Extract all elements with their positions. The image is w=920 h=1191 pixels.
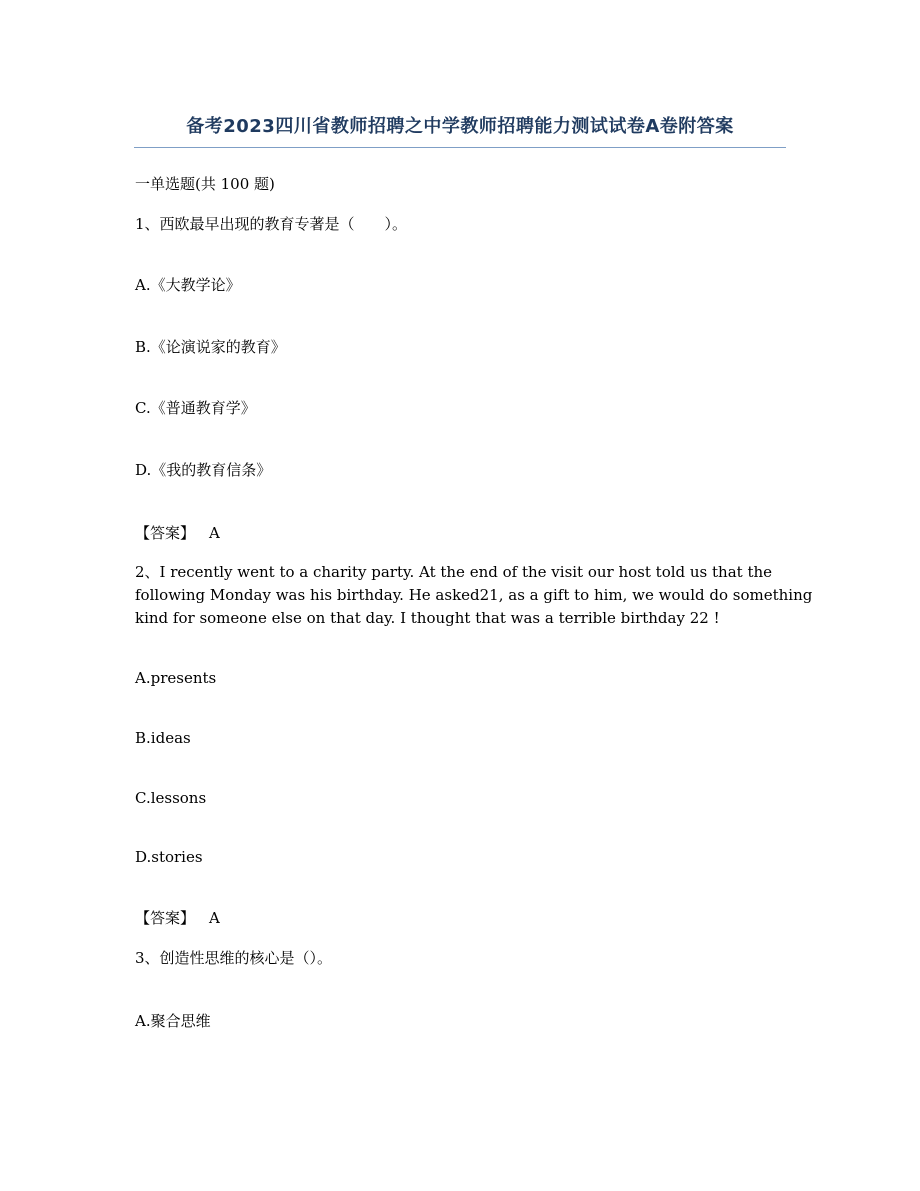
- question-1-stem: 1、西欧最早出现的教育专著是（ ）。: [135, 215, 408, 233]
- question-2-stem-line: 2、I recently went to a charity party. At the end of the visit our host told us that the: [135, 563, 773, 581]
- section-heading: 一单选题(共 100 题): [135, 175, 275, 193]
- question-2-stem: [135, 561, 813, 630]
- question-3-option-a: A.聚合思维: [135, 1012, 211, 1030]
- question-2-answer: [135, 906, 220, 930]
- question-3-stem: 3、创造性思维的核心是（）。: [135, 949, 333, 967]
- question-1-option-c: C.《普通教育学》: [135, 399, 256, 417]
- question-2-stem-line: kind for someone else on that day. I thought that was a terrible birthday 22 !: [135, 609, 720, 627]
- question-1-answer: [135, 521, 220, 545]
- question-1-option-b: B.《论演说家的教育》: [135, 338, 286, 356]
- question-1-option-d: D.《我的教育信条》: [135, 461, 272, 479]
- answer-value: A: [209, 524, 220, 542]
- answer-label: 【答案】: [135, 524, 196, 542]
- answer-value: A: [209, 909, 220, 927]
- question-2-option-a: A.presents: [135, 669, 217, 687]
- title-underline: [134, 147, 786, 148]
- question-2-stem-line: following Monday was his birthday. He asked21, as a gift to him, we would do something: [135, 586, 813, 604]
- question-2-option-b: B.ideas: [135, 729, 191, 747]
- question-2-option-d: D.stories: [135, 848, 203, 866]
- question-2-option-c: C.lessons: [135, 789, 207, 807]
- answer-label: 【答案】: [135, 909, 196, 927]
- question-1-option-a: A.《大教学论》: [135, 276, 241, 294]
- document-title: 备考2023四川省教师招聘之中学教师招聘能力测试试卷A卷附答案: [186, 116, 734, 137]
